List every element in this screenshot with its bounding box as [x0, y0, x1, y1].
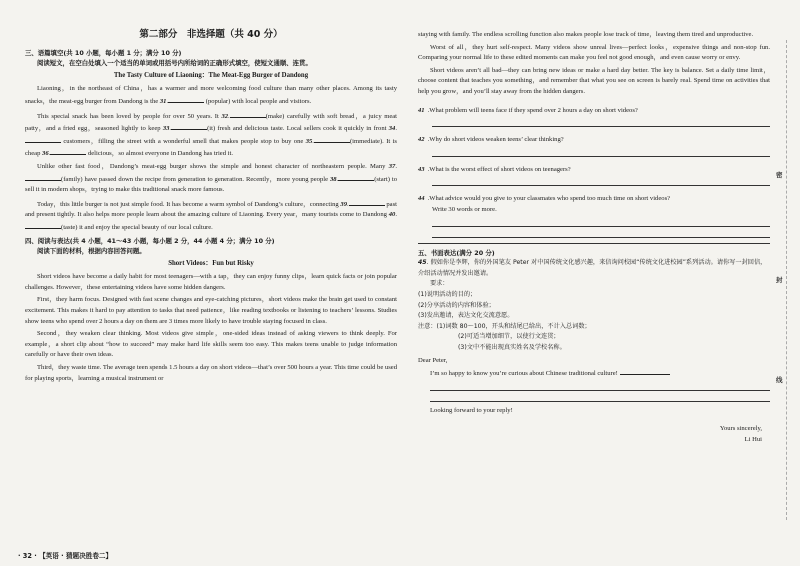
reading-paragraph-2: First，they harm focus. Designed with fast scene changes and eye-catching pictures，short videos make the brain get used to constant excitement. This makes it hard to pay attention to tasks that need patience，like reading textbooks or listening to teachers’ lessons. Studies show teens who spend over 2 hours a day on them are 3 times more likely to have trouble staying focused in class.	[25, 296, 397, 325]
reading-title: Short Videos：Fun but Risky	[168, 259, 254, 267]
answer-line-44b[interactable]	[432, 227, 770, 238]
page-footer: · 32 · 【英语 · 猜题决胜卷二】	[18, 552, 113, 560]
left-column	[25, 30, 397, 386]
letter-line-2[interactable]	[430, 391, 770, 402]
margin-label-1: 密	[776, 171, 783, 179]
section3-instruction: 阅读短文，在空白处填入一个适当的单词或用括号内所给词的正确形式填空，使短文通顺、连贯。	[37, 59, 312, 68]
letter-line-1[interactable]	[430, 380, 770, 391]
margin-label-3: 线	[776, 376, 783, 384]
blank-34[interactable]	[25, 135, 61, 143]
passage-paragraph-3: Unlike other fast food，Dandong’s meat-egg burger shows the simple and honest character of northeastern people. Many 37.(family) have passed down the recipe from generation to generation. Recently，more young people 38. (start) to sell it in modern shops，trying to make this traditional snack more famous.	[25, 162, 398, 194]
requirement-1: (1)说明活动的目的；	[418, 290, 477, 298]
reading-paragraph-3: Second，they weaken clear thinking. Most videos give simple，one-sided ideas instead of asking viewers to think deeply. For example，a short clip about “how to succeed” may make hard life skills seem too easy. This makes teens unable to judge information carefully or have their own ideas.	[25, 330, 397, 359]
letter-greeting: Dear Peter,	[418, 357, 448, 365]
reading-paragraph-5: Worst of all，they hurt self-respect. Many videos show unreal lives—perfect looks，expensive things and non-stop fun. Comparing your normal life to these edited moments can make you feel not good enough，and even cause worry or envy.	[418, 43, 770, 62]
passage-paragraph-2: This special snack has been loved by people for over 50 years. It 32. (make) carefully with soft bread，a juicy meat patty，and a fried egg，seasoned lightly to keep 33. (it) fresh and delicious taste. Local sellers cook it quickly in front 34. customers，filling the street with a wonderful smell that makes people stop to buy one 35. (immediate). It is cheap 36. delicious，so almost everyone in Dandong has tried it.	[25, 110, 397, 160]
passage-title: The Tasty Culture of Liaoning：The Meat-Egg Burger of Dandong	[113, 71, 309, 79]
section3-heading: 三、语篇填空(共 10 小题，每小题 1 分；满分 10 分)	[25, 48, 182, 57]
question-42: 42 . Why do short videos weaken teens’ clear thinking?	[418, 136, 564, 144]
blank-40[interactable]	[25, 221, 61, 229]
blank-35[interactable]	[314, 135, 350, 143]
blank-33[interactable]	[171, 122, 207, 130]
reading-paragraph-4: Third，they waste time. The average teen spends 1.5 hours a day on short videos—that’s over 500 hours a year. This time could be used for playing sports，learning a musical instrument or	[25, 364, 397, 382]
blank-37[interactable]	[25, 173, 61, 181]
requirement-3: (3)发出邀请，表达文化交流意愿。	[418, 312, 514, 320]
letter-name: Li Hui	[744, 435, 762, 443]
answer-line-44a[interactable]	[432, 216, 770, 227]
section-divider	[418, 243, 770, 244]
note-2: (2)可适当增加细节，以使行文连贯；	[458, 333, 560, 341]
right-column	[418, 30, 770, 445]
section4-instruction: 阅读下面的材料，根据内容回答问题。	[37, 247, 146, 256]
blank-36[interactable]	[50, 147, 86, 155]
reading-paragraph-4-cont: staying with family. The endless scrolling function also makes people lose track of time，leaving them tired and unproductive.	[418, 31, 754, 38]
section4-heading: 四、阅读与表达(共 4 小题，41～43 小题，每小题 2 分，44 小题 4 分；满分 10 分)	[25, 236, 275, 245]
passage-paragraph-4: Today，this little burger is not just simple food. It has become a warm symbol of Dandong’s culture，connecting 39. past and present tightly. It also helps more people learn about the amazing culture of Liaoning. Every year，many tourists come to Dandong 40.(taste) it and enjoy the special beauty of our local culture.	[25, 198, 397, 234]
letter-opening: I’m so happy to know you’re curious about Chinese traditional culture!	[418, 367, 770, 380]
section5-heading: 五、书面表达(满分 20 分)	[418, 248, 495, 257]
reading-paragraph-1: Short videos have become a daily habit for most teenagers—with a tap，they can enjoy funny clips，learn quick facts or join popular challenges. However，these entertaining videos have some hidden dangers.	[25, 273, 397, 291]
passage-paragraph-1: Liaoning，in the northeast of China，has a warmer and more welcoming food culture than many other places. Among its tasty snacks，the meat-egg burger from Dandong is the 31. (popular) with local people and visitors.	[25, 85, 397, 105]
blank-39[interactable]	[349, 198, 385, 206]
note-1: 注意：(1)词数 80～100，开头和结尾已给出，不计入总词数；	[418, 322, 591, 330]
question-44: 44 . What advice would you give to your classmates who spend too much time on short videos?	[418, 195, 671, 203]
note-3: (3)文中不能出现真实姓名及学校名称。	[458, 343, 566, 351]
requirement-2: (2)分享活动的内容和体验；	[418, 301, 495, 309]
part-title: 第二部分 非选择题（共 40 分）	[139, 29, 283, 40]
question-43: 43 . What is the worst effect of short videos on teenagers?	[418, 165, 571, 173]
answer-line-42[interactable]	[432, 146, 770, 157]
question-41: 41 . What problem will teens face if they spend over 2 hours a day on short videos?	[418, 106, 638, 114]
blank-38[interactable]	[338, 173, 374, 181]
writing-requirements: 要求：	[430, 280, 449, 288]
question-44-extra: Write 30 words or more.	[432, 205, 497, 213]
reading-paragraph-6: Short videos aren’t all bad—they can bring new ideas or make a hard day better. The key is balance. Set a daily time limit，choose content that teaches you something，and remember that what you see on screen is barely real. Spend time on activities that help you grow，and you’ll stay away from the hidden dangers.	[418, 66, 770, 95]
binding-line	[786, 40, 788, 520]
margin-label-2: 封	[776, 276, 783, 284]
blank-31[interactable]	[168, 95, 204, 103]
answer-line-41[interactable]	[432, 116, 770, 127]
answer-line-43[interactable]	[432, 175, 770, 186]
writing-prompt: 45. 假如你是李辉，你的外国笔友 Peter 对中国传统文化感兴趣，来信询问校园“传统文化进校园”系列活动。请你写一封回信，介绍活动情况并发出邀请。	[418, 259, 767, 277]
blank-32[interactable]	[230, 110, 266, 118]
writing-section	[418, 248, 770, 446]
opening-blank[interactable]	[620, 367, 670, 375]
letter-closing: Looking forward to your reply!	[430, 406, 513, 414]
letter-signoff: Yours sincerely,	[719, 425, 762, 433]
